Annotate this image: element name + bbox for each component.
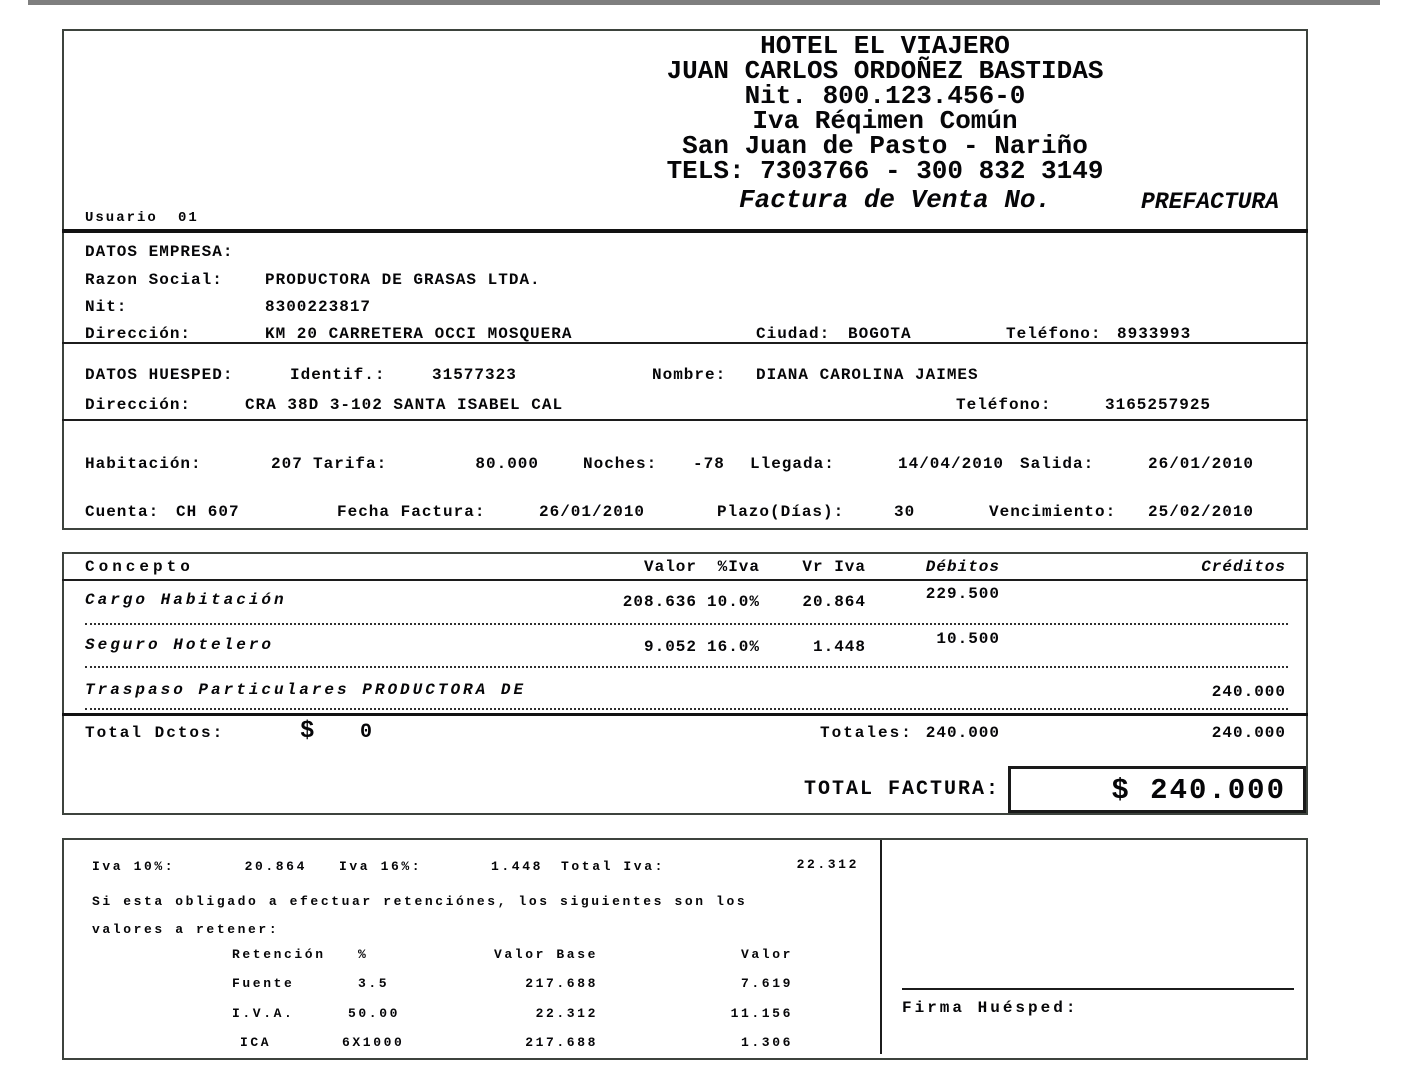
retention-pct: 6X1000 bbox=[342, 1035, 405, 1050]
retention-valor-header: Valor bbox=[741, 947, 794, 962]
guest-name-value: DIANA CAROLINA JAIMES bbox=[756, 366, 979, 384]
hotel-nit: Nit. 800.123.456-0 bbox=[744, 81, 1026, 111]
nights-label: Noches: bbox=[583, 455, 658, 473]
retention-base: 217.688 bbox=[525, 1035, 598, 1050]
item-concepto: Traspaso Particulares PRODUCTORA DE bbox=[85, 681, 527, 699]
total-factura-label: TOTAL FACTURA: bbox=[803, 778, 1000, 801]
guest-address-value: CRA 38D 3-102 SANTA ISABEL CAL bbox=[245, 396, 564, 414]
company-phone-value: 8933993 bbox=[1117, 325, 1192, 343]
hotel-name: HOTEL EL VIAJERO bbox=[760, 31, 1010, 61]
table-header-rule bbox=[62, 579, 1308, 581]
due-date-value: 25/02/2010 bbox=[1148, 503, 1255, 521]
col-header-valor: Valor bbox=[643, 558, 697, 576]
city-value: BOGOTA bbox=[848, 325, 912, 343]
company-nit-label: Nit: bbox=[85, 298, 128, 316]
company-nit-value: 8300223817 bbox=[265, 298, 372, 316]
item-iva-pct: 16.0% bbox=[706, 638, 760, 656]
iva10-label: Iva 10%: bbox=[92, 859, 176, 874]
retention-name: ICA bbox=[240, 1035, 272, 1050]
item-debitos: 10.500 bbox=[936, 630, 1000, 648]
term-label: Plazo(Días): bbox=[717, 503, 845, 521]
guest-address-label: Dirección: bbox=[85, 396, 192, 414]
departure-label: Salida: bbox=[1020, 455, 1095, 473]
user-value: 01 bbox=[178, 210, 199, 226]
retention-valor: 1.306 bbox=[740, 1035, 793, 1050]
owner-name: JUAN CARLOS ORDOÑEZ BASTIDAS bbox=[666, 56, 1104, 86]
razon-social-value: PRODUCTORA DE GRASAS LTDA. bbox=[265, 271, 541, 289]
company-section-title: DATOS EMPRESA: bbox=[85, 243, 234, 261]
room-label: Habitación: bbox=[85, 455, 202, 473]
row-dotted-separator bbox=[85, 666, 1288, 668]
col-header-concepto: Concepto bbox=[85, 558, 194, 576]
term-value: 30 bbox=[894, 503, 916, 521]
due-date-label: Vencimiento: bbox=[989, 503, 1117, 521]
retention-pct-header: % bbox=[358, 947, 369, 962]
retention-valor: 7.619 bbox=[740, 976, 793, 991]
company-address-label: Dirección: bbox=[85, 325, 192, 343]
row-dotted-separator bbox=[85, 623, 1288, 625]
col-header-debitos: Débitos bbox=[925, 558, 1000, 576]
total-creditos-value: 240.000 bbox=[1211, 724, 1286, 742]
user-label: Usuario bbox=[85, 210, 158, 226]
guest-id-value: 31577323 bbox=[432, 366, 517, 384]
total-debitos-value: 240.000 bbox=[925, 724, 1000, 742]
retention-name: I.V.A. bbox=[232, 1006, 295, 1021]
iva16-value: 1.448 bbox=[490, 859, 543, 874]
retention-base: 217.688 bbox=[525, 976, 598, 991]
city-label: Ciudad: bbox=[756, 325, 831, 343]
signature-line bbox=[902, 988, 1294, 990]
hotel-phones: TELS: 7303766 - 300 832 3149 bbox=[666, 156, 1104, 186]
account-value: CH 607 bbox=[176, 503, 240, 521]
retention-base-header: Valor Base bbox=[494, 947, 599, 962]
retention-name: Fuente bbox=[232, 976, 295, 991]
total-factura-value: $ 240.000 bbox=[1111, 774, 1286, 807]
rate-value: 80.000 bbox=[475, 455, 539, 473]
totales-label: Totales: bbox=[820, 724, 913, 742]
guest-section-title: DATOS HUESPED: bbox=[85, 366, 234, 384]
separator-guest bbox=[62, 419, 1308, 421]
col-header-iva-pct: %Iva bbox=[717, 558, 760, 576]
guest-name-label: Nombre: bbox=[652, 366, 727, 384]
item-concepto: Seguro Hotelero bbox=[85, 636, 275, 654]
guest-phone-value: 3165257925 bbox=[1105, 396, 1212, 414]
invoice-type-label: Factura de Venta No. bbox=[739, 185, 1052, 215]
arrival-value: 14/04/2010 bbox=[898, 455, 1005, 473]
hotel-city: San Juan de Pasto - Nariño bbox=[682, 131, 1088, 161]
room-value: 207 bbox=[271, 455, 303, 473]
guest-id-label: Identif.: bbox=[290, 366, 386, 384]
guest-phone-label: Teléfono: bbox=[956, 396, 1052, 414]
item-concepto: Cargo Habitación bbox=[85, 591, 287, 609]
departure-value: 26/01/2010 bbox=[1148, 455, 1255, 473]
total-iva-value: 22.312 bbox=[796, 857, 859, 872]
signature-label: Firma Huésped: bbox=[902, 999, 1079, 1017]
hotel-header-block bbox=[460, 31, 1310, 186]
item-valor: 208.636 bbox=[622, 593, 697, 611]
retention-note-line2: valores a retener: bbox=[92, 922, 280, 937]
row-dotted-separator bbox=[85, 708, 1288, 710]
page-top-separator bbox=[28, 0, 1380, 5]
item-vr-iva: 20.864 bbox=[802, 593, 866, 611]
retention-note-line1: Si esta obligado a efectuar retenciónes, los siguientes son los bbox=[92, 894, 748, 909]
tax-regime: Iva Réqimen Común bbox=[752, 106, 1018, 136]
invoice-date-value: 26/01/2010 bbox=[539, 503, 646, 521]
invoice-number: PREFACTURA bbox=[1141, 189, 1280, 215]
separator-thick bbox=[62, 229, 1308, 233]
retention-pct: 50.00 bbox=[348, 1006, 401, 1021]
total-iva-label: Total Iva: bbox=[561, 859, 666, 874]
razon-social-label: Razon Social: bbox=[85, 271, 223, 289]
item-debitos: 229.500 bbox=[925, 585, 1000, 603]
item-vr-iva: 1.448 bbox=[812, 638, 866, 656]
item-iva-pct: 10.0% bbox=[706, 593, 760, 611]
iva16-label: Iva 16%: bbox=[339, 859, 423, 874]
total-dctos-currency: $ bbox=[300, 718, 316, 745]
total-dctos-label: Total Dctos: bbox=[85, 724, 225, 742]
col-header-creditos: Créditos bbox=[1201, 558, 1286, 576]
item-creditos: 240.000 bbox=[1211, 683, 1286, 701]
total-dctos-value: 0 bbox=[360, 721, 374, 744]
retention-valor: 11.156 bbox=[730, 1006, 793, 1021]
totals-rule bbox=[62, 713, 1308, 716]
company-phone-label: Teléfono: bbox=[1006, 325, 1102, 343]
nights-value: -78 bbox=[693, 455, 725, 473]
bottom-box-divider bbox=[880, 840, 882, 1054]
col-header-vr-iva: Vr Iva bbox=[802, 558, 866, 576]
account-label: Cuenta: bbox=[85, 503, 160, 521]
item-valor: 9.052 bbox=[643, 638, 697, 656]
arrival-label: Llegada: bbox=[750, 455, 835, 473]
iva10-value: 20.864 bbox=[244, 859, 307, 874]
retention-pct: 3.5 bbox=[358, 976, 390, 991]
company-address-value: KM 20 CARRETERA OCCI MOSQUERA bbox=[265, 325, 573, 343]
retention-base: 22.312 bbox=[535, 1006, 598, 1021]
retention-header: Retención bbox=[232, 947, 326, 962]
invoice-date-label: Fecha Factura: bbox=[337, 503, 486, 521]
rate-label: Tarifa: bbox=[313, 455, 388, 473]
